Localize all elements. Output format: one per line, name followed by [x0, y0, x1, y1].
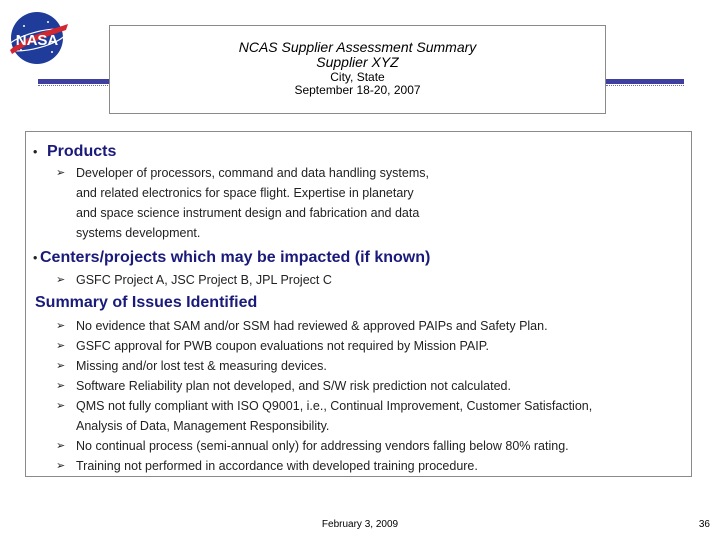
products-line: systems development. [76, 226, 201, 240]
header-dots-right [606, 85, 684, 86]
nasa-logo [4, 6, 74, 68]
logo-text: NASA [15, 32, 59, 49]
issue-item: No evidence that SAM and/or SSM had reviewed & approved PAIPs and Safety Plan. [76, 319, 548, 333]
products-line: and space science instrument design and fabrication and data [76, 206, 420, 220]
arrow-bullet-icon: ➢ [56, 320, 66, 332]
page-number: 36 [698, 519, 710, 530]
arrow-bullet-icon: ➢ [56, 440, 66, 452]
header-rule-left [38, 79, 110, 84]
issue-item: GSFC approval for PWB coupon evaluations not required by Mission PAIP. [76, 339, 489, 353]
products-line: Developer of processors, command and data handling systems, [76, 166, 429, 180]
centers-heading: Centers/projects which may be impacted (if known) [40, 249, 431, 266]
products-line: and related electronics for space flight. Expertise in planetary [76, 186, 414, 200]
arrow-bullet-icon: ➢ [56, 460, 66, 472]
title-box [109, 25, 606, 114]
arrow-bullet-icon: ➢ [56, 340, 66, 352]
issues-heading: Summary of Issues Identified [35, 294, 258, 311]
arrow-bullet-icon: ➢ [56, 400, 66, 412]
issue-item: Software Reliability plan not developed, and S/W risk prediction not calculated. [76, 379, 511, 393]
content-box [25, 131, 692, 477]
arrow-bullet-icon: ➢ [56, 380, 66, 392]
issue-item: QMS not fully compliant with ISO Q9001, i.e., Continual Improvement, Customer Satisfaction, [76, 399, 593, 413]
slide-title: NCAS Supplier Assessment Summary [238, 39, 477, 55]
footer-date: February 3, 2009 [321, 519, 399, 530]
issue-item-continued: Analysis of Data, Management Responsibility. [76, 419, 330, 433]
issue-item: Missing and/or lost test & measuring devices. [76, 359, 327, 373]
issue-item: Training not performed in accordance with developed training procedure. [76, 459, 478, 473]
header-dots-left [38, 85, 110, 86]
assessment-date: September 18-20, 2007 [294, 83, 421, 97]
products-heading: Products [47, 143, 117, 160]
arrow-bullet-icon: ➢ [56, 274, 66, 286]
supplier-location: City, State [330, 70, 385, 84]
bullet-dot: • [33, 251, 38, 265]
arrow-bullet-icon: ➢ [56, 360, 66, 372]
arrow-bullet-icon: ➢ [56, 167, 66, 179]
centers-item: GSFC Project A, JSC Project B, JPL Project C [76, 273, 332, 287]
header-rule-right [606, 79, 684, 84]
supplier-name: Supplier XYZ [316, 54, 399, 70]
issue-item: No continual process (semi-annual only) for addressing vendors falling below 80% rating. [76, 439, 569, 453]
bullet-dot: • [33, 145, 38, 159]
